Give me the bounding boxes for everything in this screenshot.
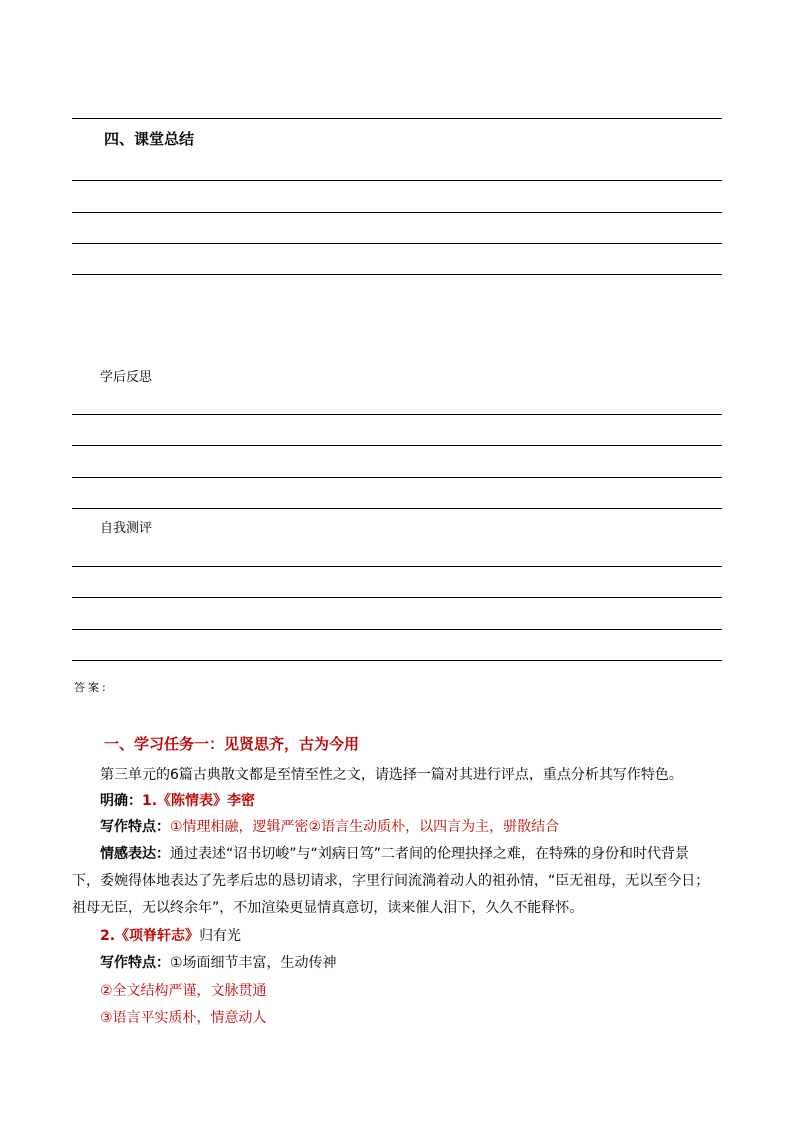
selftest-title: 自我测评 xyxy=(100,521,153,536)
item2-features xyxy=(100,952,337,972)
reflection-title: 学后反思 xyxy=(100,370,153,385)
selftest-line-2 xyxy=(72,597,722,598)
clarify-label: 明确： xyxy=(100,793,142,809)
emotion-text-2: 下，委婉得体地表达了先孝后忠的恳切请求，字里行间流淌着动人的祖孙情，“臣无祖母，无以至今日； xyxy=(72,873,710,889)
item2-heading xyxy=(100,925,241,945)
reflection-line-4 xyxy=(72,508,722,509)
item2-title: 2.《项脊轩志》 xyxy=(100,928,200,944)
reflection-line-1 xyxy=(72,414,722,415)
reflection-line-2 xyxy=(72,445,722,446)
selftest-line-1 xyxy=(72,566,722,567)
selftest-line-3 xyxy=(72,629,722,630)
emotion-text-1: 通过表述“诏书切峻”与“刘病日笃”二者间的伦理抉择之难，在特殊的身份和时代背景 xyxy=(170,846,690,862)
reflection-line-3 xyxy=(72,477,722,478)
features-label: 写作特点： xyxy=(100,819,170,835)
section4-title: 四、课堂总结 xyxy=(104,130,195,148)
item1-features xyxy=(100,816,559,836)
summary-line-1 xyxy=(72,180,722,181)
task1-title: 一、学习任务一：见贤思齐，古为今用 xyxy=(104,735,360,753)
summary-line-2 xyxy=(72,212,722,213)
top-rule xyxy=(72,118,722,119)
item2-point3: ③语言平实质朴，情意动人 xyxy=(100,1010,267,1026)
item2-author: 归有光 xyxy=(199,928,242,944)
item1-title: 1.《陈情表》李密 xyxy=(142,793,256,809)
emotion-label: 情感表达： xyxy=(100,846,170,862)
item2-features-label: 写作特点： xyxy=(100,955,170,971)
item2-point2: ②全文结构严谨，文脉贯通 xyxy=(100,983,267,999)
summary-line-4 xyxy=(72,274,722,275)
emotion-text-3: 祖母无臣，无以终余年”，不加渲染更显情真意切，读来催人泪下，久久不能释怀。 xyxy=(72,900,584,916)
item2-point1: ①场面细节丰富，生动传神 xyxy=(170,955,337,971)
summary-line-3 xyxy=(72,243,722,244)
answer-label: 答案: xyxy=(74,681,109,694)
features-text: ①情理相融，逻辑严密②语言生动质朴，以四言为主，骈散结合 xyxy=(170,819,560,835)
intro-text: 第三单元的6篇古典散文都是至情至性之文，请选择一篇对其进行评点，重点分析其写作特色。 xyxy=(100,767,683,783)
item1-heading xyxy=(100,790,255,810)
item1-emotion-line1 xyxy=(100,843,689,863)
selftest-line-4 xyxy=(72,660,722,661)
